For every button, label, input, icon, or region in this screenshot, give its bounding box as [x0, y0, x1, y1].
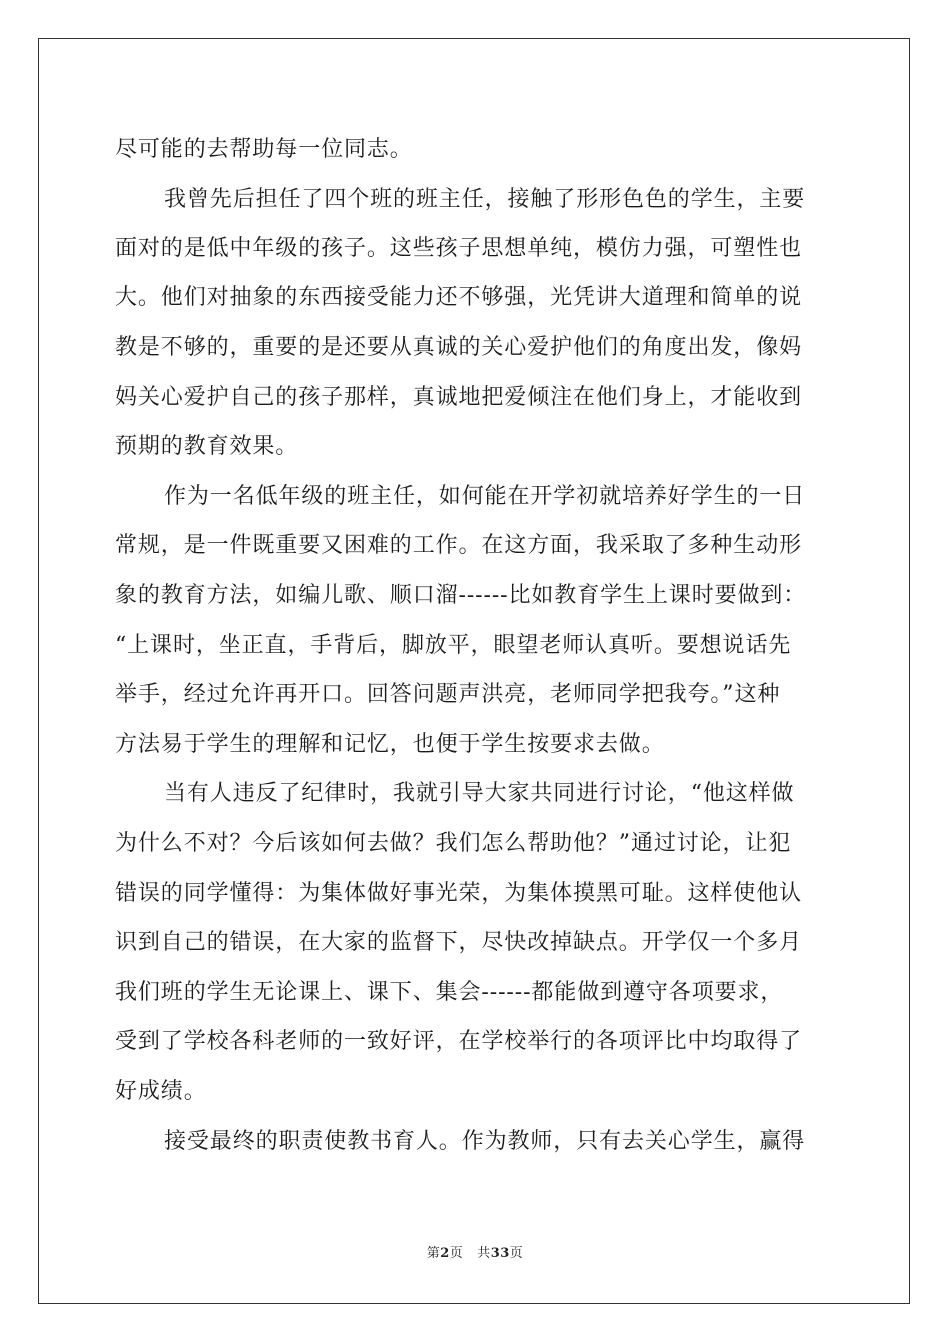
paragraph-start-line: 当有人违反了纪律时，我就引导大家共同进行讨论，“他这样做 [164, 781, 795, 806]
page-footer [0, 1246, 950, 1262]
text-line: 错误的同学懂得：为集体做好事光荣，为集体摸黑可耻。这样使他认 [115, 881, 803, 906]
total-suffix: 页 [509, 1246, 524, 1261]
text-line: 受到了学校各科老师的一致好评，在学校举行的各项评比中均取得了 [115, 1029, 803, 1054]
text-line: 教是不够的，重要的是还要从真诚的关心爱护他们的角度出发，像妈 [115, 335, 803, 360]
text-line: 大。他们对抽象的东西接受能力还不够强，光凭讲大道理和简单的说 [115, 285, 803, 310]
text-line: 我们班的学生无论课上、课下、集会------都能做到遵守各项要求， [115, 980, 784, 1005]
page-number: 2 [440, 1246, 450, 1261]
paragraph-start-line: 我曾先后担任了四个班的班主任，接触了形形色色的学生，主要 [164, 187, 806, 212]
text-line: 常规，是一件既重要又困难的工作。在这方面，我采取了多种生动形 [115, 533, 803, 558]
paragraph-start-line: 接受最终的职责使教书育人。作为教师，只有去关心学生，赢得 [164, 1129, 806, 1154]
text-line: 预期的教育效果。 [115, 434, 299, 459]
text-line: 举手，经过允许再开口。回答问题声洪亮，老师同学把我夸。”这种 [115, 682, 781, 707]
text-line: 妈关心爱护自己的孩子那样，真诚地把爱倾注在他们身上，才能收到 [115, 385, 803, 410]
text-line: 识到自己的错误，在大家的监督下，尽快改掉缺点。开学仅一个多月 [115, 930, 803, 955]
page-border [38, 38, 910, 1304]
page-suffix: 页 [449, 1246, 464, 1261]
text-line: 好成绩。 [115, 1079, 207, 1104]
text-line: 尽可能的去帮助每一位同志。 [115, 137, 413, 162]
text-line: 象的教育方法，如编儿歌、顺口溜------比如教育学生上课时要做到： [115, 583, 807, 608]
total-pages: 33 [490, 1246, 510, 1261]
text-line: 方法易于学生的理解和记忆，也便于学生按要求去做。 [115, 732, 665, 757]
text-line: “上课时，坐正直，手背后，脚放平，眼望老师认真听。要想说话先 [115, 633, 792, 658]
paragraph-start-line: 作为一名低年级的班主任，如何能在开学初就培养好学生的一日 [164, 484, 806, 509]
page-prefix: 第 [426, 1246, 441, 1261]
text-line: 为什么不对？今后该如何去做？我们怎么帮助他？”通过讨论，让犯 [115, 831, 792, 856]
text-line: 面对的是低中年级的孩子。这些孩子思想单纯，模仿力强，可塑性也 [115, 236, 803, 261]
total-prefix: 共 [477, 1246, 491, 1261]
